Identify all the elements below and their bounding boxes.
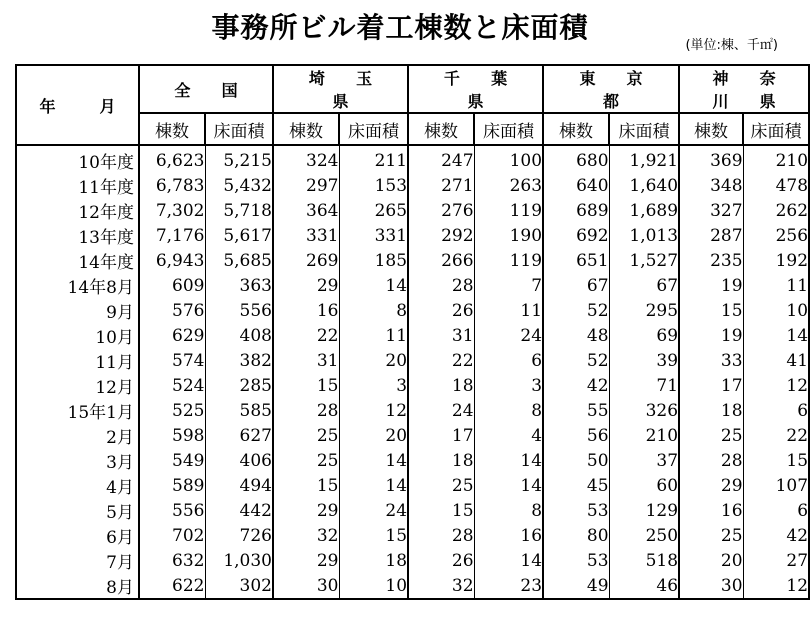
header-area: 床面積 xyxy=(474,113,543,145)
cell-kanagawa-count: 15 xyxy=(679,298,743,323)
cell-national-count: 6,623 xyxy=(139,145,205,173)
cell-period: 8月 xyxy=(16,573,139,599)
cell-period: 12年度 xyxy=(16,198,139,223)
cell-saitama-area: 20 xyxy=(339,348,408,373)
cell-saitama-area: 24 xyxy=(339,498,408,523)
cell-saitama-area: 15 xyxy=(339,523,408,548)
cell-national-area: 5,617 xyxy=(205,223,273,248)
header-count: 棟数 xyxy=(543,113,609,145)
cell-kanagawa-count: 25 xyxy=(679,423,743,448)
table-row xyxy=(16,273,809,298)
cell-period: 14年8月 xyxy=(16,273,139,298)
cell-kanagawa-area: 15 xyxy=(743,448,809,473)
header-region-saitama: 埼 玉 県 xyxy=(273,65,408,113)
table-row xyxy=(16,348,809,373)
cell-saitama-area: 18 xyxy=(339,548,408,573)
cell-national-count: 524 xyxy=(139,373,205,398)
cell-kanagawa-count: 30 xyxy=(679,573,743,599)
cell-chiba-area: 23 xyxy=(474,573,543,599)
cell-kanagawa-area: 10 xyxy=(743,298,809,323)
cell-kanagawa-area: 27 xyxy=(743,548,809,573)
header-area: 床面積 xyxy=(609,113,679,145)
cell-tokyo-area: 71 xyxy=(609,373,679,398)
cell-tokyo-count: 53 xyxy=(543,498,609,523)
cell-national-area: 5,215 xyxy=(205,145,273,173)
cell-period: 10年度 xyxy=(16,145,139,173)
cell-national-count: 6,783 xyxy=(139,173,205,198)
cell-chiba-count: 247 xyxy=(408,145,474,173)
header-count: 棟数 xyxy=(408,113,474,145)
cell-period: 3月 xyxy=(16,448,139,473)
cell-saitama-count: 364 xyxy=(273,198,339,223)
cell-period: 2月 xyxy=(16,423,139,448)
cell-period: 9月 xyxy=(16,298,139,323)
cell-national-count: 7,302 xyxy=(139,198,205,223)
cell-saitama-count: 269 xyxy=(273,248,339,273)
cell-tokyo-count: 42 xyxy=(543,373,609,398)
table-row xyxy=(16,248,809,273)
cell-chiba-count: 25 xyxy=(408,473,474,498)
cell-saitama-area: 8 xyxy=(339,298,408,323)
cell-kanagawa-area: 256 xyxy=(743,223,809,248)
table-row xyxy=(16,145,809,173)
cell-chiba-area: 8 xyxy=(474,398,543,423)
cell-kanagawa-count: 25 xyxy=(679,523,743,548)
table-row xyxy=(16,298,809,323)
cell-kanagawa-count: 327 xyxy=(679,198,743,223)
cell-kanagawa-count: 28 xyxy=(679,448,743,473)
cell-national-count: 574 xyxy=(139,348,205,373)
cell-saitama-count: 15 xyxy=(273,373,339,398)
table-row xyxy=(16,398,809,423)
cell-national-area: 5,432 xyxy=(205,173,273,198)
cell-chiba-area: 24 xyxy=(474,323,543,348)
cell-period: 13年度 xyxy=(16,223,139,248)
cell-kanagawa-area: 41 xyxy=(743,348,809,373)
cell-tokyo-count: 45 xyxy=(543,473,609,498)
cell-chiba-count: 24 xyxy=(408,398,474,423)
cell-chiba-area: 16 xyxy=(474,523,543,548)
cell-chiba-count: 271 xyxy=(408,173,474,198)
cell-tokyo-count: 56 xyxy=(543,423,609,448)
cell-kanagawa-area: 42 xyxy=(743,523,809,548)
cell-national-area: 363 xyxy=(205,273,273,298)
cell-tokyo-area: 69 xyxy=(609,323,679,348)
cell-chiba-area: 14 xyxy=(474,548,543,573)
cell-chiba-area: 3 xyxy=(474,373,543,398)
cell-chiba-count: 28 xyxy=(408,273,474,298)
cell-tokyo-area: 1,640 xyxy=(609,173,679,198)
cell-tokyo-count: 689 xyxy=(543,198,609,223)
cell-tokyo-count: 50 xyxy=(543,448,609,473)
cell-chiba-count: 28 xyxy=(408,523,474,548)
cell-saitama-count: 28 xyxy=(273,398,339,423)
cell-national-count: 576 xyxy=(139,298,205,323)
cell-saitama-count: 297 xyxy=(273,173,339,198)
cell-saitama-count: 324 xyxy=(273,145,339,173)
cell-national-area: 408 xyxy=(205,323,273,348)
cell-kanagawa-area: 210 xyxy=(743,145,809,173)
cell-period: 7月 xyxy=(16,548,139,573)
cell-saitama-area: 14 xyxy=(339,473,408,498)
cell-chiba-area: 190 xyxy=(474,223,543,248)
table-body xyxy=(16,145,809,599)
cell-saitama-area: 211 xyxy=(339,145,408,173)
cell-national-count: 6,943 xyxy=(139,248,205,273)
cell-chiba-area: 8 xyxy=(474,498,543,523)
cell-chiba-area: 14 xyxy=(474,448,543,473)
cell-tokyo-area: 326 xyxy=(609,398,679,423)
cell-period: 12月 xyxy=(16,373,139,398)
cell-period: 11月 xyxy=(16,348,139,373)
cell-national-count: 629 xyxy=(139,323,205,348)
table-row xyxy=(16,498,809,523)
cell-tokyo-count: 680 xyxy=(543,145,609,173)
table-row xyxy=(16,448,809,473)
cell-saitama-area: 12 xyxy=(339,398,408,423)
cell-kanagawa-count: 17 xyxy=(679,373,743,398)
cell-chiba-count: 22 xyxy=(408,348,474,373)
cell-saitama-area: 3 xyxy=(339,373,408,398)
cell-chiba-area: 263 xyxy=(474,173,543,198)
header-row-regions xyxy=(16,65,809,113)
cell-chiba-area: 6 xyxy=(474,348,543,373)
header-count: 棟数 xyxy=(679,113,743,145)
cell-national-count: 632 xyxy=(139,548,205,573)
cell-saitama-area: 265 xyxy=(339,198,408,223)
header-region-national: 全 国 xyxy=(139,65,273,113)
cell-national-area: 726 xyxy=(205,523,273,548)
cell-chiba-count: 15 xyxy=(408,498,474,523)
cell-saitama-area: 10 xyxy=(339,573,408,599)
cell-tokyo-area: 1,921 xyxy=(609,145,679,173)
cell-chiba-count: 18 xyxy=(408,373,474,398)
cell-tokyo-count: 49 xyxy=(543,573,609,599)
cell-tokyo-area: 39 xyxy=(609,348,679,373)
cell-saitama-area: 14 xyxy=(339,273,408,298)
cell-national-area: 1,030 xyxy=(205,548,273,573)
cell-national-count: 702 xyxy=(139,523,205,548)
cell-tokyo-count: 640 xyxy=(543,173,609,198)
cell-national-count: 598 xyxy=(139,423,205,448)
cell-national-area: 494 xyxy=(205,473,273,498)
cell-kanagawa-count: 33 xyxy=(679,348,743,373)
cell-saitama-count: 29 xyxy=(273,498,339,523)
cell-saitama-count: 331 xyxy=(273,223,339,248)
cell-chiba-count: 18 xyxy=(408,448,474,473)
cell-kanagawa-area: 12 xyxy=(743,373,809,398)
header-region-chiba: 千 葉 県 xyxy=(408,65,543,113)
cell-kanagawa-area: 262 xyxy=(743,198,809,223)
header-area: 床面積 xyxy=(205,113,273,145)
cell-chiba-count: 26 xyxy=(408,298,474,323)
cell-chiba-area: 119 xyxy=(474,248,543,273)
table-row xyxy=(16,573,809,599)
cell-kanagawa-area: 11 xyxy=(743,273,809,298)
header-area: 床面積 xyxy=(743,113,809,145)
cell-period: 5月 xyxy=(16,498,139,523)
cell-chiba-area: 11 xyxy=(474,298,543,323)
cell-national-count: 589 xyxy=(139,473,205,498)
cell-kanagawa-area: 12 xyxy=(743,573,809,599)
cell-national-area: 382 xyxy=(205,348,273,373)
table-row xyxy=(16,473,809,498)
header-year-month: 年 月 xyxy=(16,65,139,145)
cell-tokyo-area: 210 xyxy=(609,423,679,448)
cell-kanagawa-count: 19 xyxy=(679,273,743,298)
cell-saitama-count: 22 xyxy=(273,323,339,348)
cell-tokyo-area: 67 xyxy=(609,273,679,298)
cell-chiba-area: 4 xyxy=(474,423,543,448)
cell-kanagawa-area: 6 xyxy=(743,398,809,423)
cell-saitama-count: 31 xyxy=(273,348,339,373)
cell-tokyo-area: 37 xyxy=(609,448,679,473)
cell-national-count: 556 xyxy=(139,498,205,523)
cell-saitama-area: 185 xyxy=(339,248,408,273)
cell-kanagawa-area: 6 xyxy=(743,498,809,523)
cell-national-area: 442 xyxy=(205,498,273,523)
cell-national-area: 302 xyxy=(205,573,273,599)
cell-chiba-area: 100 xyxy=(474,145,543,173)
cell-tokyo-count: 651 xyxy=(543,248,609,273)
cell-kanagawa-count: 287 xyxy=(679,223,743,248)
cell-saitama-count: 15 xyxy=(273,473,339,498)
cell-tokyo-area: 250 xyxy=(609,523,679,548)
header-count: 棟数 xyxy=(273,113,339,145)
cell-saitama-area: 11 xyxy=(339,323,408,348)
cell-kanagawa-count: 348 xyxy=(679,173,743,198)
cell-national-area: 5,718 xyxy=(205,198,273,223)
cell-tokyo-area: 1,527 xyxy=(609,248,679,273)
cell-period: 4月 xyxy=(16,473,139,498)
cell-saitama-area: 20 xyxy=(339,423,408,448)
cell-national-count: 609 xyxy=(139,273,205,298)
table-row xyxy=(16,523,809,548)
cell-national-count: 7,176 xyxy=(139,223,205,248)
table-row xyxy=(16,373,809,398)
cell-tokyo-area: 518 xyxy=(609,548,679,573)
table-row xyxy=(16,423,809,448)
cell-tokyo-count: 53 xyxy=(543,548,609,573)
cell-national-area: 406 xyxy=(205,448,273,473)
cell-national-area: 285 xyxy=(205,373,273,398)
cell-saitama-area: 153 xyxy=(339,173,408,198)
data-table xyxy=(15,64,810,600)
header-region-kanagawa: 神 奈 川 県 xyxy=(679,65,809,113)
cell-tokyo-area: 60 xyxy=(609,473,679,498)
cell-chiba-count: 266 xyxy=(408,248,474,273)
cell-saitama-count: 29 xyxy=(273,273,339,298)
cell-tokyo-area: 1,689 xyxy=(609,198,679,223)
cell-period: 15年1月 xyxy=(16,398,139,423)
cell-national-count: 525 xyxy=(139,398,205,423)
cell-tokyo-count: 52 xyxy=(543,298,609,323)
cell-saitama-count: 29 xyxy=(273,548,339,573)
cell-saitama-count: 25 xyxy=(273,448,339,473)
cell-period: 6月 xyxy=(16,523,139,548)
cell-kanagawa-area: 192 xyxy=(743,248,809,273)
table-row xyxy=(16,173,809,198)
cell-saitama-count: 30 xyxy=(273,573,339,599)
cell-kanagawa-count: 29 xyxy=(679,473,743,498)
cell-tokyo-count: 48 xyxy=(543,323,609,348)
cell-tokyo-area: 295 xyxy=(609,298,679,323)
cell-saitama-area: 14 xyxy=(339,448,408,473)
cell-national-area: 556 xyxy=(205,298,273,323)
cell-kanagawa-count: 16 xyxy=(679,498,743,523)
cell-chiba-area: 119 xyxy=(474,198,543,223)
cell-kanagawa-count: 369 xyxy=(679,145,743,173)
table-row xyxy=(16,198,809,223)
cell-kanagawa-area: 14 xyxy=(743,323,809,348)
cell-kanagawa-count: 235 xyxy=(679,248,743,273)
cell-saitama-count: 25 xyxy=(273,423,339,448)
cell-chiba-area: 14 xyxy=(474,473,543,498)
cell-tokyo-count: 67 xyxy=(543,273,609,298)
table-row xyxy=(16,548,809,573)
table-row xyxy=(16,223,809,248)
cell-tokyo-area: 1,013 xyxy=(609,223,679,248)
cell-national-area: 5,685 xyxy=(205,248,273,273)
cell-period: 11年度 xyxy=(16,173,139,198)
cell-kanagawa-count: 18 xyxy=(679,398,743,423)
cell-tokyo-count: 55 xyxy=(543,398,609,423)
cell-chiba-count: 292 xyxy=(408,223,474,248)
cell-kanagawa-area: 478 xyxy=(743,173,809,198)
cell-kanagawa-area: 22 xyxy=(743,423,809,448)
cell-kanagawa-count: 20 xyxy=(679,548,743,573)
cell-tokyo-count: 80 xyxy=(543,523,609,548)
cell-chiba-count: 276 xyxy=(408,198,474,223)
cell-national-count: 549 xyxy=(139,448,205,473)
cell-kanagawa-area: 107 xyxy=(743,473,809,498)
cell-saitama-area: 331 xyxy=(339,223,408,248)
header-area: 床面積 xyxy=(339,113,408,145)
cell-national-count: 622 xyxy=(139,573,205,599)
cell-national-area: 585 xyxy=(205,398,273,423)
table-row xyxy=(16,323,809,348)
cell-national-area: 627 xyxy=(205,423,273,448)
cell-chiba-count: 26 xyxy=(408,548,474,573)
cell-tokyo-area: 129 xyxy=(609,498,679,523)
cell-saitama-count: 16 xyxy=(273,298,339,323)
cell-tokyo-area: 46 xyxy=(609,573,679,599)
page-title: 事務所ビル着工棟数と床面積 xyxy=(211,11,589,44)
cell-tokyo-count: 52 xyxy=(543,348,609,373)
header-count: 棟数 xyxy=(139,113,205,145)
unit-note: (単位:棟、千㎡) xyxy=(685,38,778,53)
cell-chiba-count: 31 xyxy=(408,323,474,348)
cell-chiba-area: 7 xyxy=(474,273,543,298)
header-region-tokyo: 東 京 都 xyxy=(543,65,679,113)
cell-saitama-count: 32 xyxy=(273,523,339,548)
cell-period: 10月 xyxy=(16,323,139,348)
cell-chiba-count: 32 xyxy=(408,573,474,599)
cell-tokyo-count: 692 xyxy=(543,223,609,248)
cell-period: 14年度 xyxy=(16,248,139,273)
cell-chiba-count: 17 xyxy=(408,423,474,448)
cell-kanagawa-count: 19 xyxy=(679,323,743,348)
